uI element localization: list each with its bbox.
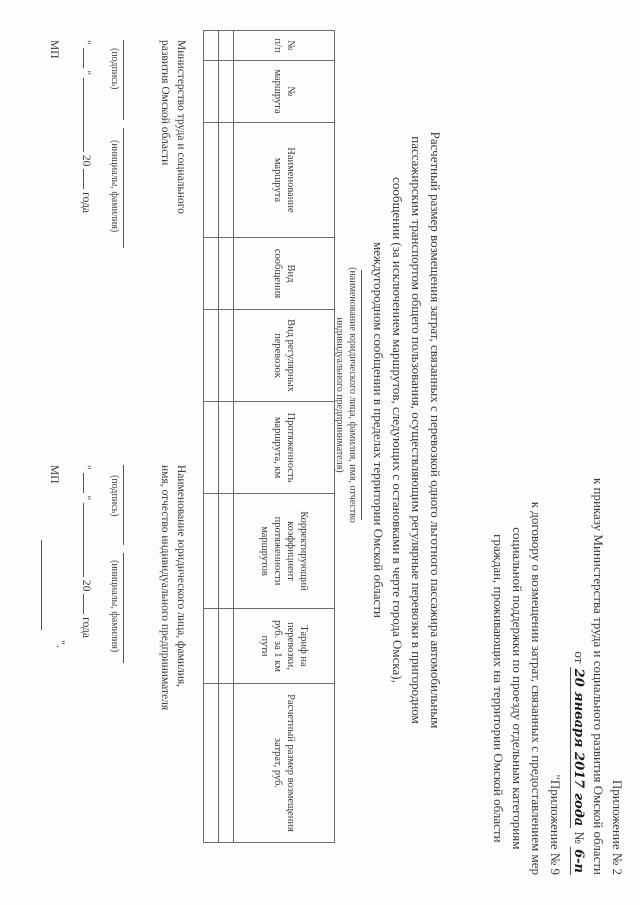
col-header-route-length: Протяженность маршрута, км [234, 402, 335, 494]
left-name-caption-text: (инициалы, фамилия) [109, 140, 120, 233]
appendix-line: Приложение № 2 [610, 779, 625, 875]
date-prefix: от [572, 651, 588, 664]
bottom-rule [41, 540, 42, 630]
left-signature-block [157, 40, 188, 340]
table-cell [219, 494, 234, 609]
col-header-tariff: Тариф на перевозки, руб. за 1 км пути [234, 609, 335, 684]
right-signature-block [157, 465, 188, 795]
col-header-service-type: Вид сообщения [234, 238, 335, 310]
col-header-index: № п/п [234, 31, 335, 61]
number-prefix: № [572, 831, 588, 844]
right-stamp-text: МП [48, 465, 60, 484]
org-caption-line-2: индивидуального предпринимателя) [334, 317, 345, 473]
table-cell [204, 31, 219, 61]
subheader-line-2: социальной поддержки по проезду отдельным категориям [510, 527, 526, 850]
table-cell [219, 238, 234, 310]
title-line-2: пассажирским транспортом общего пользования, осуществляющим регулярные перевозки в пригородном [409, 136, 425, 724]
left-name-line [123, 128, 124, 248]
order-line: к приказу Министерства труда и социального развития Омской области [591, 477, 607, 875]
order-date-line [568, 478, 588, 875]
title-line-4: междугородном сообщении в пределах территории Омской области [371, 242, 387, 618]
left-stamp-text: МП [48, 40, 60, 59]
route-table [203, 30, 335, 843]
handwritten-date: 20 января 2017 года [571, 668, 587, 827]
table-cell [219, 609, 234, 684]
right-sign-caption-text: (подпись) [109, 475, 120, 517]
table-cell [204, 684, 219, 843]
left-name-caption [108, 140, 121, 232]
right-name-line [123, 553, 124, 663]
table-cell [219, 310, 234, 402]
document-title [369, 40, 444, 820]
subheader-line-1: к договору о возмещении затрат, связанных с предоставлением мер [529, 501, 545, 875]
table-cell [204, 609, 219, 684]
left-date-line [80, 40, 92, 213]
right-year-prefix: 20 [80, 579, 92, 592]
left-year-suffix: года [80, 192, 92, 213]
org-name-caption [333, 220, 359, 570]
table-row [204, 31, 219, 843]
left-org-line-2: развития Омской области [159, 40, 172, 166]
right-date-line [80, 465, 92, 638]
appendix-9-line: "Приложение № 9 [548, 774, 563, 875]
table-cell [204, 238, 219, 310]
table-cell [219, 31, 234, 61]
col-header-transport-type: Вид регулярных перевозок [234, 310, 335, 402]
left-org-line-1: Министерство труда и социального [175, 40, 187, 214]
table-header-row [234, 31, 335, 843]
table-cell [219, 402, 234, 494]
left-sign-line [123, 40, 124, 120]
table-cell [204, 61, 219, 123]
col-header-compensation: Расчетный размер возмещения затрат, руб. [234, 684, 335, 843]
left-sign-caption-text: (подпись) [109, 48, 120, 90]
right-org-line-2: имя, отчество индивидуального предпринимателя [159, 465, 172, 711]
table-cell [219, 684, 234, 843]
org-caption-line-1: (наименование юридического лица, фамилия, имя, отчество [347, 267, 358, 523]
table-row [219, 31, 234, 843]
closing-quote [53, 640, 68, 648]
table-cell [204, 494, 219, 609]
table-cell [219, 61, 234, 123]
left-sign-caption [108, 48, 121, 90]
org-name-underline [361, 270, 362, 520]
right-sign-line [123, 465, 124, 545]
left-stamp-label [48, 40, 60, 59]
table-cell [204, 310, 219, 402]
right-year-suffix: года [80, 617, 92, 638]
title-line-1: Расчетный размер возмещения затрат, связанных с перевозкой одного льготного пассажира автомобильным [428, 131, 443, 729]
right-date-open-quote: " [80, 465, 92, 470]
right-org-line-1: Наименование юридического лица, фамилия, [175, 465, 187, 688]
col-header-correction-coef: Корректирующий коэффициент протяженности маршрутов [234, 494, 335, 609]
right-name-caption-text: (инициалы, фамилия) [109, 560, 120, 653]
order-header [568, 478, 626, 875]
closing-quote-text: ". [54, 640, 68, 648]
col-header-route-number: № маршрута [234, 61, 335, 123]
left-year-prefix: 20 [80, 154, 92, 167]
right-sign-caption [108, 475, 121, 517]
right-date-mid-quote: " [80, 495, 92, 501]
title-line-3: сообщении (за исключением маршрутов, следующих с остановками в черте города Омска), [390, 177, 406, 683]
handwritten-number: 6-п [571, 849, 587, 873]
subheader-line-3: граждан, проживающих на территории Омской области [491, 534, 507, 843]
table-cell [219, 123, 234, 238]
contract-appendix-header [489, 502, 564, 875]
col-header-route-name: Наименование маршрута [234, 123, 335, 238]
table-cell [204, 402, 219, 494]
table-cell [204, 123, 219, 238]
left-date-mid-quote: " [80, 70, 92, 76]
right-stamp-label [48, 465, 60, 484]
left-date-open-quote: " [80, 40, 92, 45]
right-name-caption [108, 560, 121, 652]
